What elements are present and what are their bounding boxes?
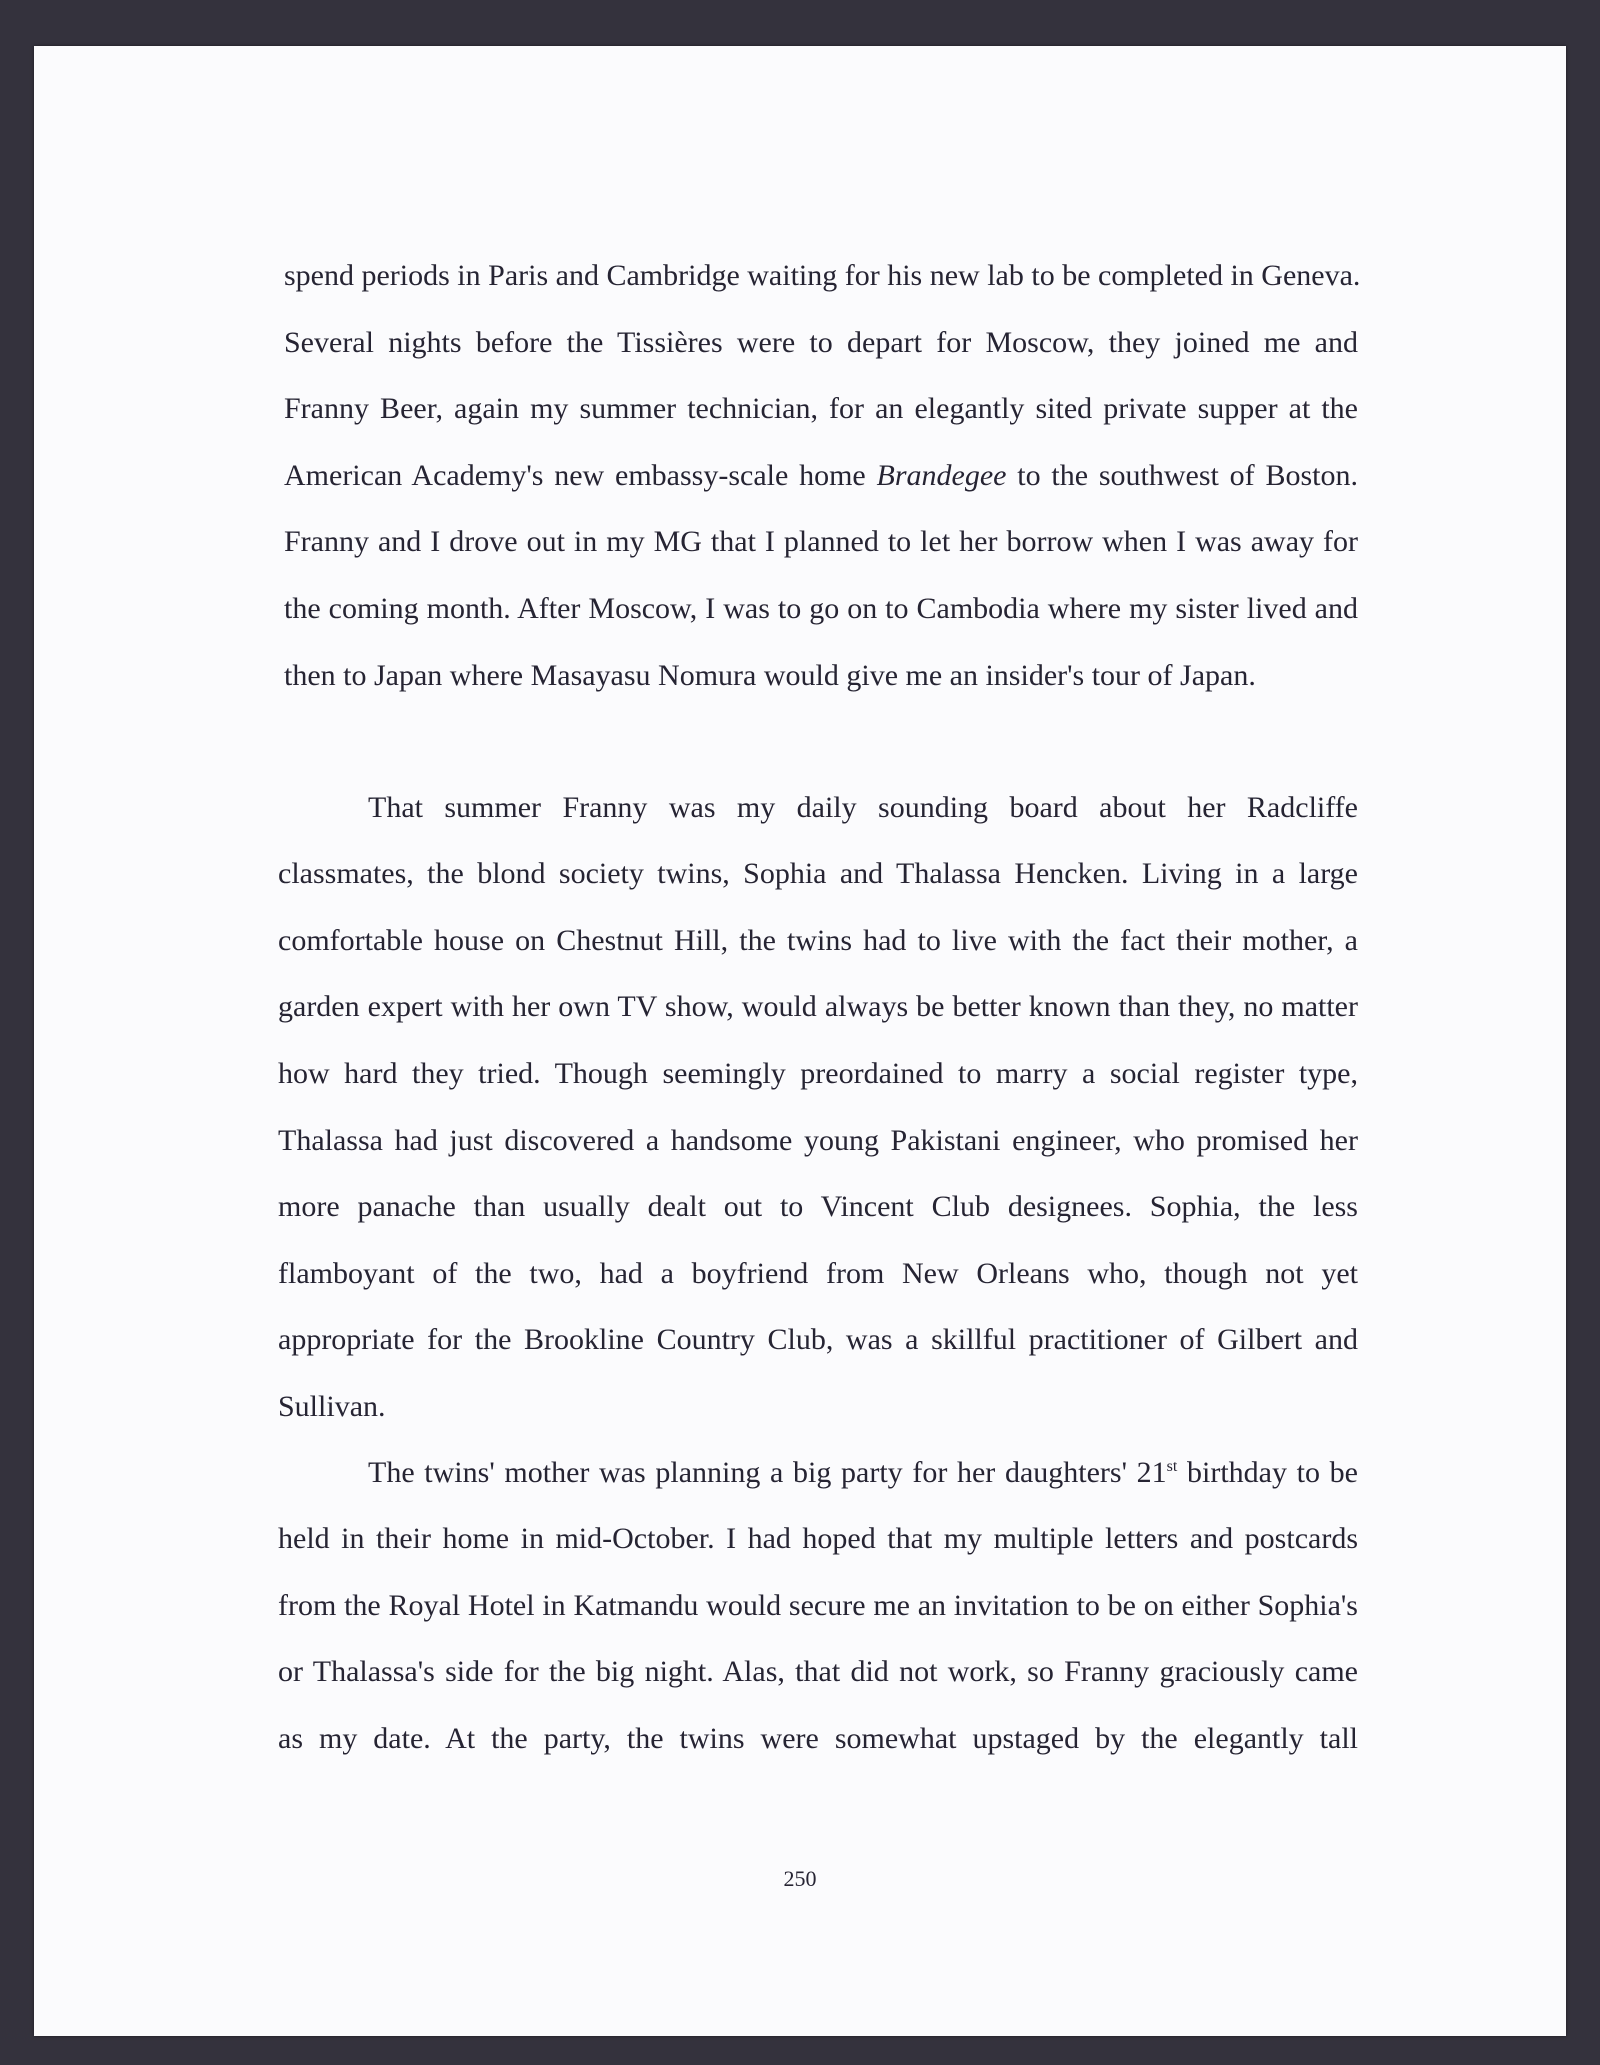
text-line: as my date. At the party, the twins were somewhat upstaged by the elegantly tall (278, 1722, 1358, 1755)
text-line: held in their home in mid-October. I had hoped that my multiple letters and postcards (278, 1522, 1358, 1555)
text-line (284, 458, 1358, 494)
text-line: more panache than usually dealt out to Vincent Club designees. Sophia, the less (278, 1190, 1358, 1223)
text-line: how hard they tried. Though seemingly preordained to marry a social register type, (278, 1057, 1358, 1090)
text-line (278, 1455, 1358, 1491)
page-number: 250 (783, 1866, 817, 1891)
text-line: comfortable house on Chestnut Hill, the twins had to live with the fact their mother, a (278, 924, 1358, 957)
text-run: to the southwest of Boston. (1006, 459, 1358, 492)
text-line: or Thalassa's side for the big night. Alas, that did not work, so Franny graciously came (278, 1655, 1358, 1688)
text-line: Franny and I drove out in my MG that I planned to let her borrow when I was away for (284, 525, 1358, 558)
text-line: Sullivan. (278, 1390, 386, 1423)
text-line: That summer Franny was my daily sounding board about her Radcliffe (368, 791, 1358, 824)
text-run: American Academy's new embassy-scale home (284, 459, 877, 492)
text-line: garden expert with her own TV show, would always be better known than they, no matter (278, 990, 1358, 1023)
italic-title: Brandegee (876, 459, 1007, 492)
document-page (34, 46, 1566, 2036)
text-run: birthday to be (1177, 1456, 1358, 1489)
text-line: Several nights before the Tissières were to depart for Moscow, they joined me and (284, 326, 1358, 359)
text-line: Franny Beer, again my summer technician, for an elegantly sited private supper at the (284, 392, 1358, 425)
text-line: spend periods in Paris and Cambridge waiting for his new lab to be completed in Geneva. (284, 259, 1361, 292)
text-line: the coming month. After Moscow, I was to go on to Cambodia where my sister lived and (284, 592, 1358, 625)
text-line: classmates, the blond society twins, Sophia and Thalassa Hencken. Living in a large (278, 857, 1358, 890)
text-line: then to Japan where Masayasu Nomura would give me an insider's tour of Japan. (284, 659, 1256, 692)
text-run: The twins' mother was planning a big party for her daughters' 21 (368, 1456, 1167, 1489)
text-line: from the Royal Hotel in Katmandu would secure me an invitation to be on either Sophia's (278, 1589, 1358, 1622)
text-line: flamboyant of the two, had a boyfriend from New Orleans who, though not yet (278, 1257, 1358, 1290)
text-line: appropriate for the Brookline Country Club, was a skillful practitioner of Gilbert and (278, 1323, 1358, 1356)
text-line: Thalassa had just discovered a handsome young Pakistani engineer, who promised her (278, 1124, 1358, 1157)
superscript: st (1166, 1458, 1178, 1475)
